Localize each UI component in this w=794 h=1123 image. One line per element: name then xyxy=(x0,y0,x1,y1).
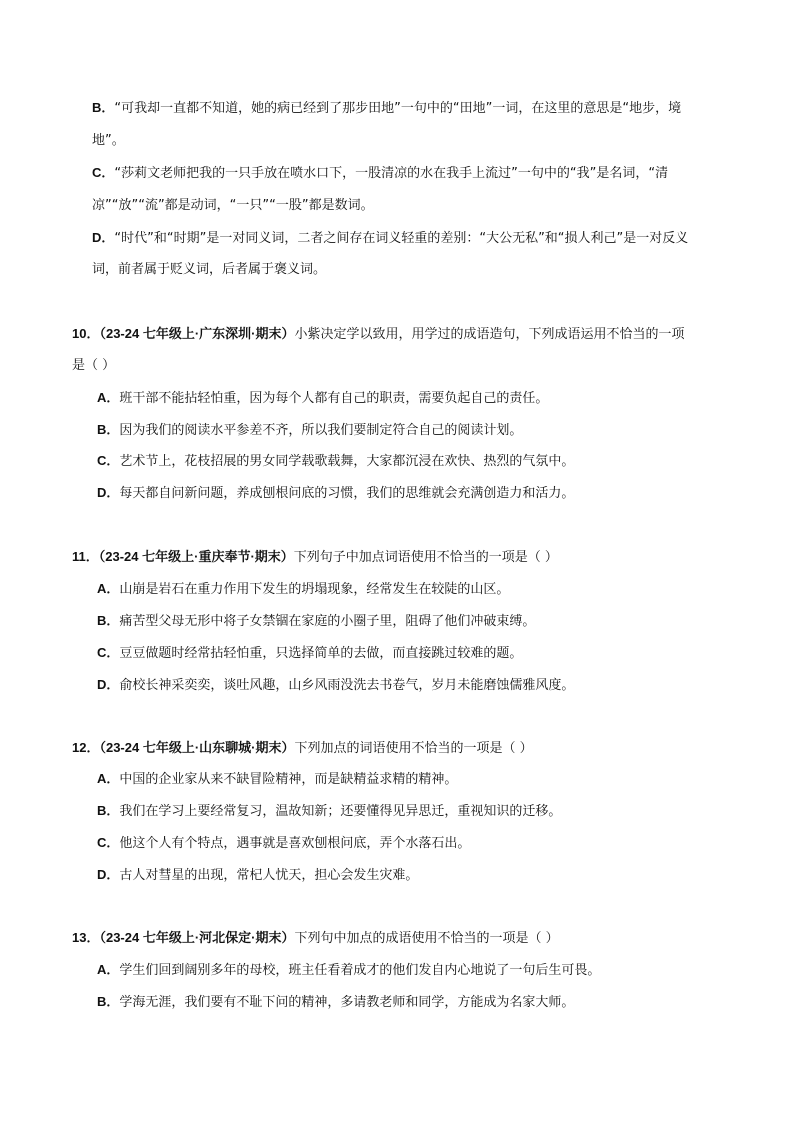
q12-option-b xyxy=(97,801,561,822)
option-letter: B． xyxy=(97,803,120,818)
q12-option-c xyxy=(97,833,470,854)
question-10-stem xyxy=(72,324,685,345)
option-text: 俞校长神采奕奕，谈吐风趣，山乡风雨没洗去书卷气，岁月未能磨蚀儒雅风度。 xyxy=(119,678,575,693)
q9-option-c-line2 xyxy=(92,196,374,216)
option-letter: B． xyxy=(97,994,120,1009)
question-stem: 下列句中加点的成语使用不恰当的一项是（ ） xyxy=(294,931,559,946)
option-text: 痛苦型父母无形中将子女禁锢在家庭的小圈子里，阻碍了他们冲破束缚。 xyxy=(119,614,536,629)
option-letter: C． xyxy=(97,645,120,660)
option-letter: C． xyxy=(97,453,120,468)
option-text: 班干部不能拈轻怕重，因为每个人都有自己的职责，需要负起自己的责任。 xyxy=(119,391,549,406)
question-number: 12． xyxy=(72,740,100,755)
question-13-stem xyxy=(72,928,559,949)
q10-option-c xyxy=(97,451,574,472)
option-letter: B． xyxy=(92,100,115,115)
q10-option-d xyxy=(97,483,574,504)
q11-option-a xyxy=(97,579,509,600)
option-letter: B． xyxy=(97,422,120,437)
option-text: 中国的企业家从来不缺冒险精神，而是缺精益求精的精神。 xyxy=(119,772,458,787)
option-letter: D． xyxy=(92,230,115,245)
option-text: 学海无涯，我们要有不耻下问的精神，多请教老师和同学，方能成为名家大师。 xyxy=(119,995,575,1010)
q9-option-d-line2 xyxy=(92,260,326,280)
option-letter: D． xyxy=(97,867,120,882)
option-letter: A． xyxy=(97,962,120,977)
option-text: 艺术节上，花枝招展的男女同学载歌载舞，大家都沉浸在欢快、热烈的气氛中。 xyxy=(119,454,575,469)
question-number: 10． xyxy=(72,326,100,341)
option-text: “莎莉文老师把我的一只手放在喷水口下，一股清凉的水在我手上流过”一句中的“我”是名词，“清 xyxy=(114,166,669,181)
question-11-stem xyxy=(72,547,558,568)
option-letter: C． xyxy=(97,835,120,850)
q10-option-a xyxy=(97,388,548,409)
option-letter: D． xyxy=(97,677,120,692)
option-text: “时代”和“时期”是一对同义词，二者之间存在词义轻重的差别：“大公无私”和“损人利己”是一对反义 xyxy=(114,231,689,246)
q9-option-b-line2 xyxy=(92,131,125,151)
option-text: 我们在学习上要经常复习，温故知新；还要懂得见异思迁，重视知识的迁移。 xyxy=(119,804,562,819)
question-12-stem xyxy=(72,738,533,759)
option-letter: A． xyxy=(97,771,120,786)
q9-option-d-line1 xyxy=(92,228,688,249)
q12-option-d xyxy=(97,865,418,886)
option-text-cont: 地”。 xyxy=(92,133,125,148)
question-source: （23-24 七年级上·广东深圳·期末） xyxy=(99,326,295,341)
option-text: 豆豆做题时经常拈轻怕重，只选择简单的去做，而直接跳过较难的题。 xyxy=(119,646,523,661)
option-text-cont: 词，前者属于贬义词，后者属于褒义词。 xyxy=(92,262,327,277)
option-text: 他这个人有个特点，遇事就是喜欢刨根问底，弄个水落石出。 xyxy=(119,836,471,851)
option-text: 学生们回到阔别多年的母校，班主任看着成才的他们发自内心地说了一句后生可畏。 xyxy=(119,963,601,978)
q13-option-a xyxy=(97,960,600,981)
question-source: （23-24 七年级上·重庆奉节·期末） xyxy=(98,549,294,564)
q9-option-b-line1 xyxy=(92,98,681,119)
option-text: 每天都自问新问题，养成刨根问底的习惯，我们的思维就会充满创造力和活力。 xyxy=(119,486,575,501)
option-letter: A． xyxy=(97,581,120,596)
question-stem: 小紫决定学以致用，用学过的成语造句，下列成语运用不恰当的一项 xyxy=(294,327,685,342)
question-10-stem-cont xyxy=(72,356,115,376)
q9-option-c-line1 xyxy=(92,163,668,184)
question-number: 13． xyxy=(72,930,100,945)
q12-option-a xyxy=(97,769,457,790)
question-source: （23-24 七年级上·河北保定·期末） xyxy=(99,930,295,945)
q11-option-d xyxy=(97,675,574,696)
option-text-cont: 凉”“放”“流”都是动词，“一只”“一股”都是数词。 xyxy=(92,198,374,213)
q13-option-b xyxy=(97,992,574,1013)
question-stem: 下列句子中加点词语使用不恰当的一项是（ ） xyxy=(293,550,558,565)
q11-option-b xyxy=(97,611,535,632)
option-letter: D． xyxy=(97,485,120,500)
question-stem-cont: 是（ ） xyxy=(72,358,116,373)
option-letter: C． xyxy=(92,165,115,180)
option-text: 因为我们的阅读水平参差不齐，所以我们要制定符合自己的阅读计划。 xyxy=(119,423,523,438)
question-stem: 下列加点的词语使用不恰当的一项是（ ） xyxy=(294,741,533,756)
option-letter: B． xyxy=(97,613,120,628)
option-letter: A． xyxy=(97,390,120,405)
q10-option-b xyxy=(97,420,522,441)
q11-option-c xyxy=(97,643,522,664)
question-number: 11． xyxy=(72,549,99,564)
option-text: 古人对彗星的出现，常杞人忧天，担心会发生灾难。 xyxy=(119,868,419,883)
option-text: “可我却一直都不知道，她的病已经到了那步田地”一句中的“田地”一词，在这里的意思是“地步，境 xyxy=(114,101,682,116)
option-text: 山崩是岩石在重力作用下发生的坍塌现象，经常发生在较陡的山区。 xyxy=(119,582,510,597)
question-source: （23-24 七年级上·山东聊城·期末） xyxy=(99,740,295,755)
